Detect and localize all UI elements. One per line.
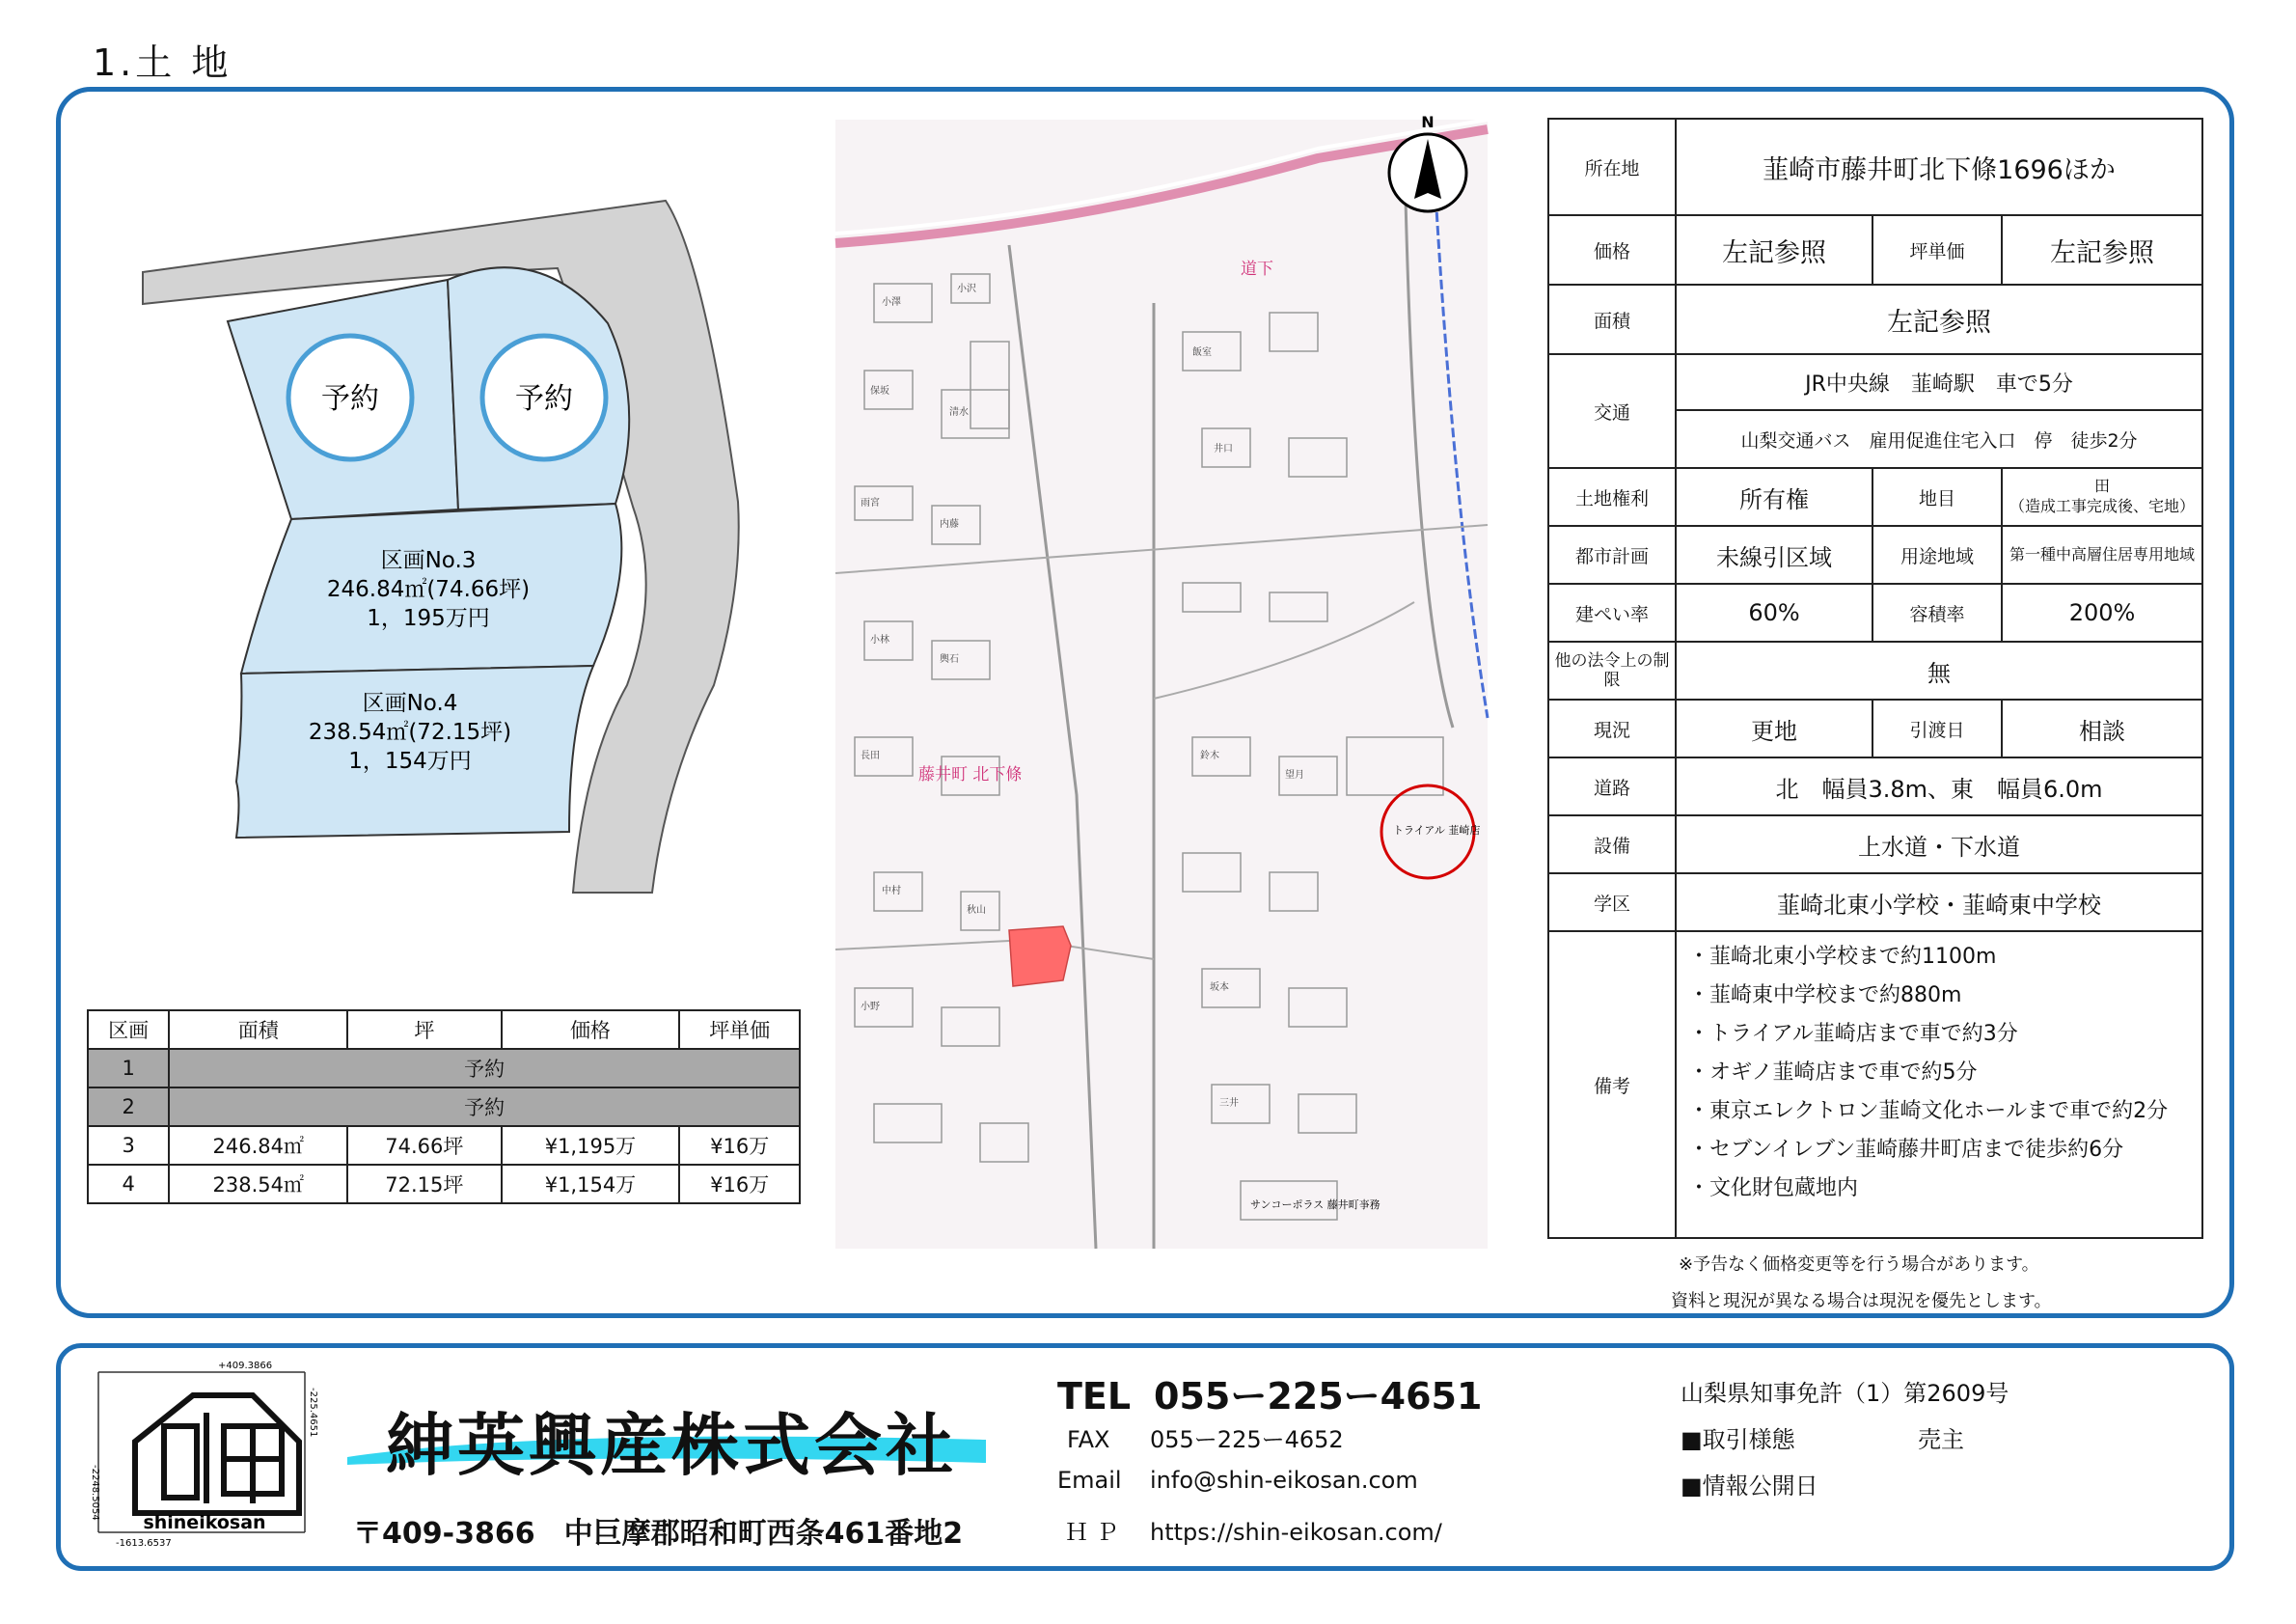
map-drawing [835,113,1488,1249]
company-address: 〒409-3866 中巨摩郡昭和町西条461番地2 [353,1517,964,1551]
lot4-price: 1，154万円 [348,749,472,774]
notes-label: 備考 [1548,931,1676,1238]
far-label: 容積率 [1872,584,2002,642]
info-row-area [1548,285,2202,354]
notes-list [1676,931,2202,1238]
header-cell: 面積 [169,1010,347,1049]
map-name: 井口 [1214,444,1233,454]
lot3-name: 区画No.3 [380,548,477,573]
logo-coord-left: -2248.5054 [90,1465,100,1521]
land-category-value [2002,468,2202,526]
header-cell: 価格 [502,1010,680,1049]
map-name: 望月 [1285,770,1304,781]
handover-label: 引渡日 [1872,700,2002,757]
email-label: Email [1057,1467,1122,1494]
contact-tel [1057,1366,1482,1419]
lot3-price: 1，195万円 [367,606,490,631]
lot-tsubo: 74.66坪 [347,1126,501,1165]
map-area-label: 藤井町 北下條 [918,765,1023,784]
note-item: ・セブンイレブン韮崎藤井町店まで徒歩約6分 [1688,1138,2124,1162]
email-value[interactable]: info@shin-eikosan.com [1150,1467,1418,1494]
info-row-road [1548,757,2202,815]
plot-layout [125,183,772,897]
north-label: N [1421,113,1435,131]
lot3-area: 246.84㎡(74.66坪) [326,577,531,602]
area-label: 面積 [1548,285,1676,354]
info-row-facility [1548,815,2202,873]
company-logo [90,1359,324,1552]
tsubo-price-value: 左記参照 [2002,215,2202,285]
map-name: 雨宮 [861,498,880,509]
map-apartment-label: サンコーポラス 藤井町亊務 [1250,1198,1380,1211]
fax-label: FAX [1067,1426,1110,1453]
transport-label: 交通 [1548,354,1676,468]
location-value: 韮崎市藤井町北下條1696ほか [1676,119,2202,215]
tsubo-price-label: 坪単価 [1872,215,2002,285]
map-name: 小沢 [957,284,976,294]
info-row-coverage [1548,584,2202,642]
table-row [88,1126,800,1165]
map-name: 小野 [861,1002,880,1012]
tel-value[interactable]: 055ー225ー4651 [1154,1375,1483,1418]
info-row-notes [1548,931,2202,1238]
target-parcel [1009,926,1071,986]
lot-no: 4 [88,1165,169,1203]
school-label: 学区 [1548,873,1676,931]
area-value: 左記参照 [1676,285,2202,354]
table-row [88,1049,800,1087]
lot-no: 1 [88,1049,169,1087]
transport-bus: 山梨交通バス 雇用促進住宅入口 停 徒歩2分 [1676,410,2202,468]
info-row-price [1548,215,2202,285]
trade-type [1681,1420,1964,1454]
map-name: 三井 [1219,1098,1239,1109]
contact-hp [1065,1513,1442,1547]
map-name: 保坂 [870,386,889,397]
lot-tsubo: 72.15坪 [347,1165,501,1203]
note-item: ・トライアル韮崎店まで車で約3分 [1688,1022,2018,1046]
info-row-land-rights [1548,468,2202,526]
city-plan-label: 都市計画 [1548,526,1676,584]
lot-status: 予約 [169,1049,800,1087]
map-name: 小林 [870,635,889,646]
status-value: 更地 [1676,700,1872,757]
header-cell: 区画 [88,1010,169,1049]
info-row-other-law [1548,642,2202,700]
note-item: ・オギノ韮崎店まで車で約5分 [1688,1060,1978,1085]
lot-status: 予約 [169,1087,800,1126]
logo-coord-bottom: -1613.6537 [116,1538,172,1549]
note-item: ・韮崎北東小学校まで約1100m [1688,945,1997,969]
location-label: 所在地 [1548,119,1676,215]
map-name: 飯室 [1192,347,1212,358]
land-category-label: 地目 [1872,468,2002,526]
logo-coord-right: -225.4651 [308,1388,318,1438]
land-category-line-2: （造成工事完成後、宅地） [2009,497,2195,515]
lot4-area: 238.54㎡(72.15坪) [308,720,512,745]
property-info-table [1547,118,2203,1239]
map-name: 小澤 [882,297,901,308]
info-row-city-plan [1548,526,2202,584]
land-rights-value: 所有権 [1676,468,1872,526]
lot-unit-price: ¥16万 [679,1126,800,1165]
lot4-name: 区画No.4 [362,691,458,716]
facility-label: 設備 [1548,815,1676,873]
lot-table [87,1009,801,1204]
road-value: 北 幅員3.8m、東 幅員6.0m [1676,757,2202,815]
page-title: 1.土 地 [93,41,232,84]
map-name: 秋山 [967,905,986,916]
info-row-transport [1548,354,2202,410]
coverage-value: 60% [1676,584,1872,642]
note-item: ・東京エレクトロン韮崎文化ホールまで車で約2分 [1688,1099,2169,1123]
lot-unit-price: ¥16万 [679,1165,800,1203]
road-label: 道路 [1548,757,1676,815]
note-item: ・文化財包蔵地内 [1688,1176,1859,1200]
company-name: 紳英興産株式会社 [386,1405,957,1485]
lot-table-header [88,1010,800,1049]
map-name: 清水 [949,407,969,418]
status-label: 現況 [1548,700,1676,757]
handover-value: 相談 [2002,700,2202,757]
logo-coord-top: +409.3866 [218,1361,273,1371]
lot-area: 238.54㎡ [169,1165,347,1203]
other-law-label: 他の法令上の制限 [1548,642,1676,700]
info-row-status [1548,700,2202,757]
map-name: 坂本 [1210,982,1229,993]
reserved-label-2: 予約 [515,382,573,416]
price-label: 価格 [1548,215,1676,285]
logo-text: shineikosan [143,1512,266,1533]
table-row [88,1165,800,1203]
map-name: 中村 [882,886,901,896]
info-row-school [1548,873,2202,931]
other-law-value: 無 [1676,642,2202,700]
disclaimer-line-2: 資料と現況が異なる場合は現況を優先とします。 [1671,1291,2052,1311]
land-category-line-1: 田 [2093,477,2110,496]
hp-value[interactable]: https://shin-eikosan.com/ [1150,1519,1442,1546]
city-plan-value: 未線引区域 [1676,526,1872,584]
map-name: 鈴木 [1200,751,1219,761]
land-rights-label: 土地権利 [1548,468,1676,526]
header-cell: 坪 [347,1010,501,1049]
map-name: 輿石 [940,654,959,665]
map-name: 長田 [861,751,880,761]
contact-fax [1067,1420,1344,1454]
lot-area: 246.84㎡ [169,1126,347,1165]
map-store-label: トライアル 韮崎店 [1393,824,1481,837]
note-item: ・韮崎東中学校まで約880m [1688,983,1962,1007]
lot-no: 2 [88,1087,169,1126]
lot-price: ¥1,195万 [502,1126,680,1165]
hp-label: Ｈ Ｐ [1065,1519,1119,1546]
map-district-label: 道下 [1241,260,1273,279]
zoning-label: 用途地域 [1872,526,2002,584]
lot-price: ¥1,154万 [502,1165,680,1203]
reserved-label-1: 予約 [321,382,379,416]
contact-email [1057,1467,1418,1494]
school-value: 韮崎北東小学校・韮崎東中学校 [1676,873,2202,931]
trade-value: 売主 [1918,1426,1964,1453]
fax-value: 055ー225ー4652 [1150,1426,1344,1453]
table-row [88,1087,800,1126]
tel-label: TEL [1057,1375,1132,1418]
transport-train: JR中央線 韮崎駅 車で5分 [1676,354,2202,410]
location-map [835,113,1488,1249]
header-cell: 坪単価 [679,1010,800,1049]
map-name: 内藤 [940,519,959,530]
disclaimer-line-1: ※予告なく価格変更等を行う場合があります。 [1679,1254,2039,1275]
coverage-label: 建ぺい率 [1548,584,1676,642]
zoning-value: 第一種中高層住居専用地域 [2002,526,2202,584]
license-number: 山梨県知事免許（1）第2609号 [1681,1380,2009,1407]
trade-label: ■取引様態 [1681,1426,1795,1453]
far-value: 200% [2002,584,2202,642]
facility-value: 上水道・下水道 [1676,815,2202,873]
info-date-label: ■情報公開日 [1681,1473,1818,1500]
lot-no: 3 [88,1126,169,1165]
price-value: 左記参照 [1676,215,1872,285]
info-row-location [1548,119,2202,215]
